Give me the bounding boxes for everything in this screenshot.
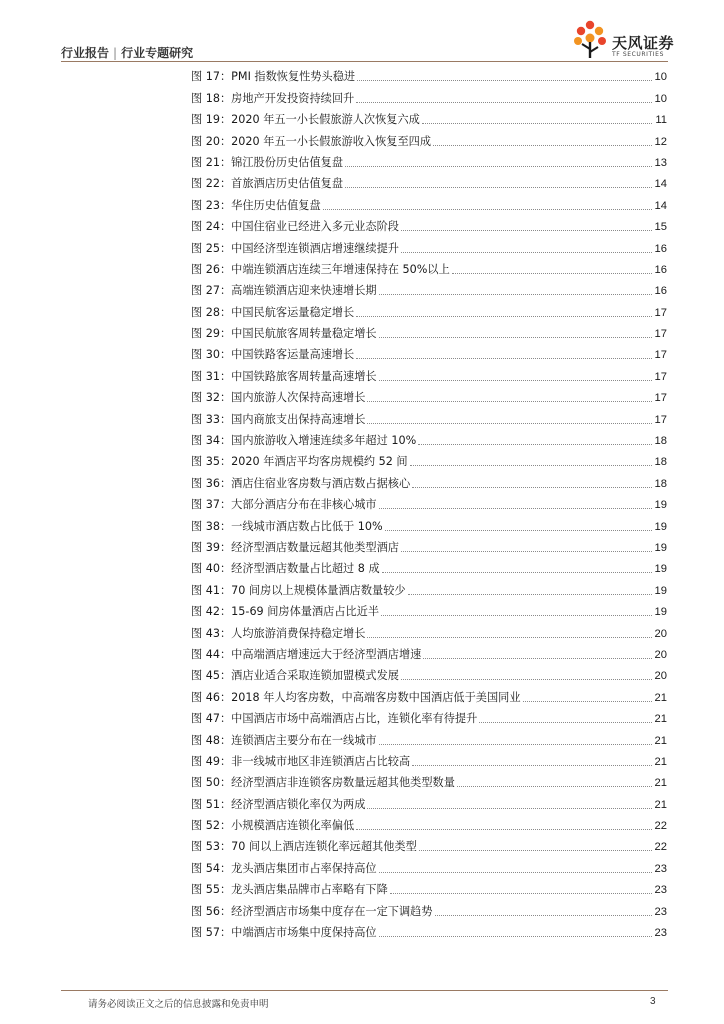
toc-entry-label: 图 37：大部分酒店分布在非核心城市 (191, 498, 377, 512)
toc-entry-label: 图 32：国内旅游人次保持高速增长 (191, 391, 366, 405)
toc-dot-leader (382, 571, 652, 573)
toc-dot-leader (422, 122, 653, 124)
toc-entry-label: 图 19：2020 年五一小长假旅游人次恢复六成 (191, 113, 420, 127)
toc-dot-leader (379, 336, 652, 338)
toc-entry-page: 18 (654, 435, 667, 448)
report-category (61, 44, 193, 61)
toc-dot-leader (379, 871, 652, 873)
toc-entry-page: 18 (654, 477, 667, 490)
toc-entry[interactable] (191, 793, 667, 814)
toc-entry[interactable] (191, 87, 667, 108)
toc-entry[interactable] (191, 344, 667, 365)
toc-entry-label: 图 29：中国民航旅客周转量稳定增长 (191, 327, 377, 341)
toc-entry[interactable] (191, 708, 667, 729)
toc-entry-page: 21 (654, 691, 667, 704)
toc-entry-page: 19 (654, 520, 667, 533)
toc-entry[interactable] (191, 301, 667, 322)
toc-entry-label: 图 47：中国酒店市场中高端酒店占比，连锁化率有待提升 (191, 712, 478, 726)
toc-entry[interactable] (191, 365, 667, 386)
toc-entry-label: 图 22：首旅酒店历史估值复盘 (191, 177, 344, 191)
toc-dot-leader (523, 700, 652, 702)
toc-entry-page: 21 (654, 755, 667, 768)
toc-dot-leader (367, 807, 651, 809)
toc-entry-label: 图 25：中国经济型连锁酒店增速继续提升 (191, 241, 399, 255)
toc-entry[interactable] (191, 472, 667, 493)
toc-entry-label: 图 35：2020 年酒店平均客房规模约 52 间 (191, 455, 408, 469)
toc-dot-leader (433, 144, 652, 146)
toc-dot-leader (356, 315, 651, 317)
toc-dot-leader (452, 272, 652, 274)
report-section: 行业报告 (61, 46, 110, 60)
toc-entry[interactable] (191, 430, 667, 451)
toc-dot-leader (457, 785, 652, 787)
toc-entry-page: 10 (654, 92, 667, 105)
toc-entry-page: 19 (654, 584, 667, 597)
toc-dot-leader (356, 828, 651, 830)
toc-entry-page: 11 (655, 114, 667, 127)
toc-entry[interactable] (191, 408, 667, 429)
toc-entry-label: 图 30：中国铁路客运量高速增长 (191, 348, 355, 362)
toc-entry-page: 20 (654, 648, 667, 661)
toc-entry-page: 17 (654, 306, 667, 319)
toc-dot-leader (408, 593, 652, 595)
report-subsection: 行业专题研究 (121, 46, 194, 60)
toc-entry-label: 图 26：中端连锁酒店连续三年增速保持在 50%以上 (191, 262, 450, 276)
toc-entry[interactable] (191, 280, 667, 301)
toc-dot-leader (323, 208, 652, 210)
toc-entry-page: 16 (654, 263, 667, 276)
toc-dot-leader (356, 357, 651, 359)
toc-entry[interactable] (191, 686, 667, 707)
toc-entry[interactable] (191, 515, 667, 536)
toc-entry-page: 14 (654, 199, 667, 212)
toc-entry-page: 19 (654, 499, 667, 512)
toc-entry[interactable] (191, 622, 667, 643)
toc-entry-page: 10 (654, 71, 667, 84)
toc-entry-page: 21 (654, 713, 667, 726)
figure-index (191, 66, 667, 943)
toc-entry-label: 图 36：酒店住宿业客房数与酒店数占据核心 (191, 476, 411, 490)
toc-entry-label: 图 21：锦江股份历史估值复盘 (191, 155, 344, 169)
toc-entry[interactable] (191, 109, 667, 130)
toc-entry-page: 16 (654, 285, 667, 298)
toc-dot-leader (379, 743, 652, 745)
toc-entry[interactable] (191, 66, 667, 87)
toc-dot-leader (381, 614, 651, 616)
toc-entry-page: 21 (654, 734, 667, 747)
toc-entry-label: 图 57：中端酒店市场集中度保持高位 (191, 926, 377, 940)
toc-entry-page: 19 (654, 606, 667, 619)
toc-entry[interactable] (191, 216, 667, 237)
toc-entry-page: 23 (654, 927, 667, 940)
toc-dot-leader (401, 251, 652, 253)
toc-entry-page: 17 (654, 392, 667, 405)
toc-dot-leader (479, 721, 651, 723)
toc-entry[interactable] (191, 815, 667, 836)
toc-entry[interactable] (191, 601, 667, 622)
toc-entry-label: 图 46：2018 年人均客房数，中高端客房数中国酒店低于美国同业 (191, 690, 521, 704)
toc-dot-leader (357, 79, 651, 81)
toc-entry-page: 17 (654, 370, 667, 383)
toc-entry-label: 图 52：小规模酒店连锁化率偏低 (191, 819, 355, 833)
page-header (0, 0, 724, 64)
toc-entry[interactable] (191, 259, 667, 280)
toc-entry-page: 16 (654, 242, 667, 255)
toc-dot-leader (379, 379, 652, 381)
toc-entry-label: 图 40：经济型酒店数量占比超过 8 成 (191, 562, 380, 576)
toc-entry-label: 图 23：华住历史估值复盘 (191, 198, 321, 212)
toc-entry-label: 图 43：人均旅游消费保持稳定增长 (191, 626, 366, 640)
toc-dot-leader (385, 529, 652, 531)
tf-flower-logo-icon (568, 18, 608, 60)
toc-entry-label: 图 54：龙头酒店集团市占率保持高位 (191, 861, 377, 875)
toc-entry-page: 19 (654, 563, 667, 576)
toc-entry[interactable] (191, 194, 667, 215)
toc-entry[interactable] (191, 879, 667, 900)
toc-entry-label: 图 55：龙头酒店集品牌市占率略有下降 (191, 883, 388, 897)
toc-entry-page: 23 (654, 905, 667, 918)
toc-entry-label: 图 39：经济型酒店数量远超其他类型酒店 (191, 540, 399, 554)
toc-dot-leader (412, 486, 651, 488)
toc-entry[interactable] (191, 644, 667, 665)
toc-entry-label: 图 45：酒店业适合采取连锁加盟模式发展 (191, 669, 399, 683)
toc-dot-leader (345, 186, 652, 188)
toc-entry-label: 图 31：中国铁路旅客周转量高速增长 (191, 369, 377, 383)
toc-dot-leader (418, 443, 651, 445)
toc-entry[interactable] (191, 665, 667, 686)
toc-entry-page: 14 (654, 178, 667, 191)
logo-name-en: TF SECURITIES (612, 51, 664, 58)
toc-dot-leader (419, 849, 652, 851)
toc-entry-page: 21 (654, 777, 667, 790)
toc-entry[interactable] (191, 130, 667, 151)
toc-entry-page: 12 (654, 135, 667, 148)
toc-entry[interactable] (191, 494, 667, 515)
toc-entry[interactable] (191, 323, 667, 344)
toc-dot-leader (423, 657, 651, 659)
toc-entry-page: 20 (654, 670, 667, 683)
toc-entry[interactable] (191, 237, 667, 258)
toc-entry-label: 图 18：房地产开发投资持续回升 (191, 91, 355, 105)
company-logo (568, 18, 678, 60)
toc-entry-label: 图 48：连锁酒店主要分布在一线城市 (191, 733, 377, 747)
toc-entry[interactable] (191, 900, 667, 921)
toc-entry-label: 图 42：15-69 间房体量酒店占比近半 (191, 605, 380, 619)
toc-entry[interactable] (191, 537, 667, 558)
footer-rule (61, 990, 668, 991)
toc-dot-leader (412, 764, 651, 766)
toc-entry-label: 图 51：经济型酒店锁化率仅为两成 (191, 797, 366, 811)
toc-dot-leader (367, 422, 651, 424)
toc-entry-page: 18 (654, 456, 667, 469)
toc-entry[interactable] (191, 922, 667, 943)
toc-entry-page: 17 (654, 328, 667, 341)
toc-entry-page: 23 (654, 884, 667, 897)
toc-entry-label: 图 27：高端连锁酒店迎来快速增长期 (191, 284, 377, 298)
toc-entry-label: 图 41：70 间房以上规模体量酒店数量较少 (191, 583, 406, 597)
toc-entry-page: 22 (654, 820, 667, 833)
toc-dot-leader (345, 165, 652, 167)
toc-entry-label: 图 44：中高端酒店增速远大于经济型酒店增速 (191, 647, 422, 661)
toc-entry-label: 图 50：经济型酒店非连锁客房数量远超其他类型数量 (191, 776, 455, 790)
toc-entry-page: 15 (654, 221, 667, 234)
toc-entry-label: 图 17：PMI 指数恢复性势头稳进 (191, 70, 356, 84)
logo-name-cn: 天风证券 (612, 34, 675, 52)
toc-dot-leader (379, 293, 652, 295)
toc-entry-page: 21 (654, 798, 667, 811)
toc-dot-leader (379, 507, 652, 509)
toc-dot-leader (367, 400, 651, 402)
toc-entry[interactable] (191, 729, 667, 750)
toc-dot-leader (410, 464, 652, 466)
page-number: 3 (650, 996, 656, 1007)
toc-dot-leader (401, 678, 652, 680)
toc-entry-label: 图 33：国内商旅支出保持高速增长 (191, 412, 366, 426)
toc-entry-label: 图 20：2020 年五一小长假旅游收入恢复至四成 (191, 134, 432, 148)
toc-dot-leader (356, 101, 651, 103)
toc-entry[interactable] (191, 173, 667, 194)
toc-entry[interactable] (191, 579, 667, 600)
toc-entry[interactable] (191, 751, 667, 772)
toc-entry-label: 图 34：国内旅游收入增速连续多年超过 10% (191, 434, 417, 448)
toc-entry[interactable] (191, 857, 667, 878)
footer-disclaimer: 请务必阅读正文之后的信息披露和免责申明 (88, 999, 269, 1010)
toc-dot-leader (401, 229, 652, 231)
toc-dot-leader (379, 935, 652, 937)
toc-entry-label: 图 24：中国住宿业已经进入多元业态阶段 (191, 220, 399, 234)
toc-entry-page: 20 (654, 627, 667, 640)
toc-entry-page: 22 (654, 841, 667, 854)
toc-entry-page: 19 (654, 541, 667, 554)
toc-entry[interactable] (191, 451, 667, 472)
header-rule (61, 61, 668, 62)
toc-dot-leader (401, 550, 652, 552)
toc-entry-label: 图 53：70 间以上酒店连锁化率远超其他类型 (191, 840, 417, 854)
toc-dot-leader (390, 892, 652, 894)
toc-entry[interactable] (191, 772, 667, 793)
toc-entry[interactable] (191, 387, 667, 408)
toc-entry[interactable] (191, 152, 667, 173)
toc-dot-leader (367, 636, 651, 638)
toc-entry-label: 图 49：非一线城市地区非连锁酒店占比较高 (191, 754, 411, 768)
toc-entry-label: 图 56：经济型酒店市场集中度存在一定下调趋势 (191, 904, 433, 918)
toc-entry-page: 17 (654, 413, 667, 426)
header-separator: | (113, 46, 118, 60)
toc-entry-page: 23 (654, 862, 667, 875)
toc-entry-page: 13 (654, 156, 667, 169)
toc-dot-leader (435, 914, 652, 916)
toc-entry[interactable] (191, 836, 667, 857)
toc-entry-label: 图 28：中国民航客运量稳定增长 (191, 305, 355, 319)
toc-entry-label: 图 38：一线城市酒店数占比低于 10% (191, 519, 383, 533)
toc-entry-page: 17 (654, 349, 667, 362)
toc-entry[interactable] (191, 558, 667, 579)
